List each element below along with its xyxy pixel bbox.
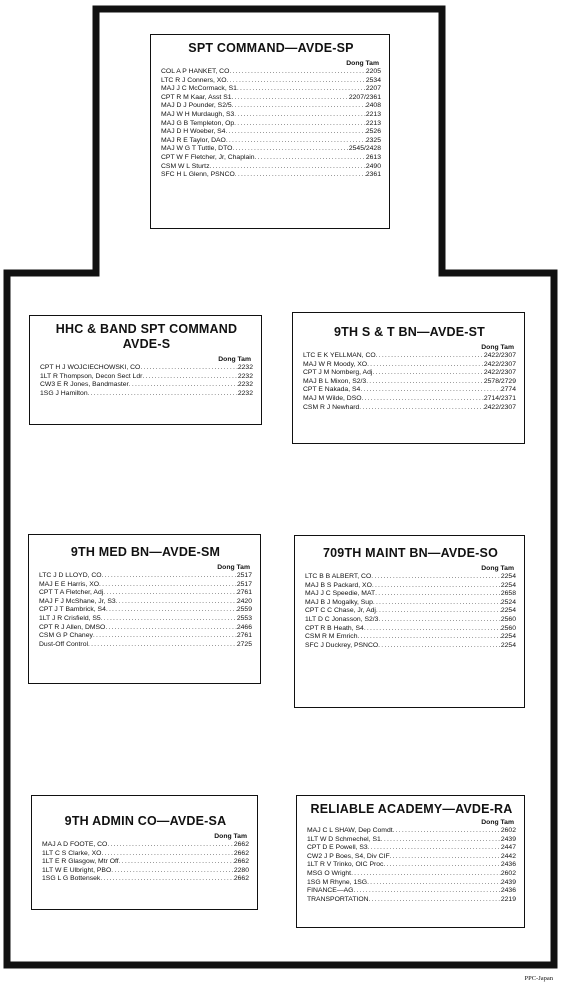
entry-phone: 2578/2729	[483, 377, 516, 385]
directory-entry	[303, 395, 516, 404]
directory-entry	[39, 598, 252, 607]
leader-dots	[366, 378, 484, 387]
directory-entry	[305, 599, 516, 608]
directory-entry	[39, 589, 252, 598]
entry-phone: 2714/2371	[483, 394, 516, 402]
leader-dots	[383, 861, 500, 870]
entry-phone: 2325	[365, 136, 381, 144]
leader-dots	[376, 607, 501, 616]
entry-phone: 2422/2307	[483, 352, 516, 359]
leader-dots	[99, 581, 237, 590]
leader-dots	[373, 599, 501, 608]
leader-dots	[106, 606, 237, 615]
leader-dots	[375, 590, 501, 599]
leader-dots	[119, 858, 234, 867]
entry-phone: 2436	[500, 861, 516, 869]
entry-name: LTC B B ALBERT, CO	[305, 573, 372, 580]
entry-phone: 2517	[236, 580, 252, 588]
entry-phone: 2254	[500, 607, 516, 615]
leader-dots	[88, 641, 237, 650]
section-title: 9TH MED BN—AVDE-SM	[70, 545, 221, 559]
entry-phone: 2232	[237, 372, 253, 380]
entry-name: MAJ G B Templeton, Op	[161, 119, 235, 127]
directory-entry	[39, 572, 252, 581]
entry-phone: 2602	[500, 827, 516, 834]
leader-dots	[381, 836, 501, 845]
entry-phone: 2205	[365, 68, 381, 75]
leader-dots	[367, 361, 484, 370]
directory-entry	[303, 386, 516, 395]
entry-phone: 2439	[500, 878, 516, 886]
leader-dots	[103, 589, 237, 598]
directory-entry	[161, 94, 381, 103]
directory-entry	[39, 581, 252, 590]
leader-dots	[237, 85, 366, 94]
column-header: Dong Tam	[346, 60, 379, 67]
directory-entry	[307, 870, 516, 879]
leader-dots	[209, 163, 365, 172]
leader-dots	[232, 94, 349, 103]
printer-credit: PPC-Japan	[524, 975, 553, 982]
leader-dots	[353, 887, 500, 896]
entry-name: Dust-Off Control	[39, 640, 88, 648]
leader-dots	[255, 154, 366, 163]
leader-dots	[364, 625, 501, 634]
entry-phone: 2207	[365, 85, 381, 93]
directory-entry	[40, 364, 253, 373]
entry-name: MAJ R E Taylor, DAO	[161, 136, 226, 144]
leader-dots	[371, 573, 501, 582]
directory-entry	[161, 85, 381, 94]
leader-dots	[107, 841, 234, 850]
entry-phone: 2658	[500, 590, 516, 598]
entry-name: MAJ E E Harris, XO	[39, 580, 100, 588]
directory-entry	[305, 573, 516, 582]
entry-phone: 2761	[236, 632, 252, 640]
directory-entry	[305, 616, 516, 625]
entry-name: SFC J Duckrey, PSNCO	[305, 641, 379, 649]
directory-entry	[307, 853, 516, 862]
entry-name: 1SG J Hamilton	[40, 389, 88, 397]
directory-entry	[161, 163, 381, 172]
leader-dots	[100, 875, 234, 884]
entry-name: MAJ W H Murdaugh, S3	[161, 110, 235, 118]
column-header: Dong Tam	[214, 833, 247, 840]
entry-name: 1LT R V Trinko, OIC Proc	[307, 861, 384, 869]
entry-name: CPT R M Kaar, Asst S1	[161, 93, 232, 101]
directory-entry	[303, 378, 516, 387]
entry-phone: 2442	[500, 852, 516, 860]
leader-dots	[93, 632, 237, 641]
entry-phone: 2254	[500, 633, 516, 641]
directory-entry	[42, 875, 249, 884]
directory-entry	[161, 111, 381, 120]
section-title: HHC & BAND SPT COMMAND AVDE-S	[55, 322, 238, 351]
column-header: Dong Tam	[481, 819, 514, 826]
directory-entry	[161, 77, 381, 86]
entry-phone: 2517	[236, 572, 252, 579]
entry-name: 1LT D C Jonasson, S2/3	[305, 615, 379, 623]
entry-phone: 2213	[365, 110, 381, 118]
section-title: 9TH S & T BN—AVDE-ST	[334, 325, 485, 339]
directory-entry	[40, 390, 253, 399]
column-header: Dong Tam	[218, 356, 251, 363]
entry-phone: 2560	[500, 615, 516, 623]
entry-name: 1LT E R Glasgow, Mtr Off	[42, 858, 119, 866]
directory-list	[161, 68, 381, 180]
maint-bn-box	[294, 535, 525, 708]
entry-name: 1LT J R Crisfield, S5	[39, 614, 101, 622]
directory-entry	[305, 607, 516, 616]
directory-entry	[307, 844, 516, 853]
entry-name: CPT E Nakada, S4	[303, 386, 361, 394]
directory-entry	[161, 171, 381, 180]
entry-name: 1LT C S Clarke, XO	[42, 849, 102, 857]
leader-dots	[140, 364, 238, 373]
section-title: 9TH ADMIN CO—AVDE-SA	[64, 814, 227, 828]
leader-dots	[88, 390, 238, 399]
leader-dots	[116, 598, 237, 607]
directory-list	[39, 572, 252, 649]
directory-entry	[42, 858, 249, 867]
directory-entry	[161, 102, 381, 111]
entry-name: CSM R J Newhard	[303, 403, 360, 411]
leader-dots	[142, 373, 237, 382]
entry-name: CSM R M Emrich	[305, 633, 358, 641]
entry-name: MSG O Wright	[307, 869, 352, 877]
entry-name: MAJ B J Mogalky, Sup	[305, 598, 373, 606]
directory-entry	[307, 879, 516, 888]
leader-dots	[351, 870, 501, 879]
leader-dots	[102, 572, 237, 581]
entry-phone: 2526	[365, 128, 381, 136]
entry-name: CPT J T Bambrick, S4	[39, 606, 106, 614]
entry-name: MAJ M Wilde, DSO	[303, 394, 362, 402]
entry-phone: 2553	[236, 614, 252, 622]
entry-phone: 2361	[365, 171, 381, 179]
leader-dots	[376, 352, 484, 361]
entry-name: CPT C C Chase, Jr, Adj	[305, 607, 376, 615]
reliable-academy-box	[296, 795, 525, 928]
st-bn-box	[292, 312, 525, 444]
directory-entry	[42, 867, 249, 876]
entry-phone: 2408	[365, 102, 381, 110]
leader-dots	[101, 850, 233, 859]
entry-phone: 2219	[500, 895, 516, 903]
entry-name: LTC R J Conners, XO	[161, 76, 227, 84]
entry-phone: 2213	[365, 119, 381, 127]
entry-name: TRANSPORTATION	[307, 895, 369, 903]
directory-entry	[39, 632, 252, 641]
entry-name: LTC J D LLOYD, CO	[39, 572, 102, 579]
leader-dots	[362, 395, 484, 404]
leader-dots	[105, 624, 237, 633]
directory-entry	[303, 361, 516, 370]
entry-phone: 2207/2361	[348, 93, 381, 101]
section-title: 709TH MAINT BN—AVDE-SO	[322, 546, 499, 560]
directory-entry	[303, 352, 516, 361]
entry-name: MAJ A D FOOTE, CO	[42, 841, 108, 848]
entry-name: 1SG M Rhyne, 1SG	[307, 878, 368, 886]
directory-entry	[42, 850, 249, 859]
entry-name: 1LT R Thompson, Decon Sect Ldr	[40, 372, 143, 380]
entry-name: 1LT W E Ulbright, PBO	[42, 866, 112, 874]
entry-name: MAJ C L SHAW, Dep Comdt	[307, 827, 393, 834]
entry-phone: 2725	[236, 640, 252, 648]
entry-phone: 2447	[500, 844, 516, 852]
leader-dots	[378, 616, 500, 625]
entry-name: CW3 E R Jones, Bandmaster	[40, 381, 129, 389]
leader-dots	[129, 381, 238, 390]
leader-dots	[226, 137, 366, 146]
leader-dots	[111, 867, 234, 876]
entry-phone: 2524	[500, 598, 516, 606]
directory-entry	[161, 68, 381, 77]
entry-phone: 2559	[236, 606, 252, 614]
directory-entry	[161, 154, 381, 163]
directory-entry	[161, 145, 381, 154]
directory-entry	[305, 625, 516, 634]
directory-list	[307, 827, 516, 904]
entry-name: MAJ J C McCormack, S1	[161, 85, 237, 93]
entry-phone: 2436	[500, 887, 516, 895]
section-title: SPT COMMAND—AVDE-SP	[188, 41, 354, 55]
directory-entry	[161, 128, 381, 137]
directory-entry	[39, 606, 252, 615]
directory-entry	[39, 624, 252, 633]
entry-name: CSM G P Chaney	[39, 632, 93, 640]
entry-name: 1LT W D Schmechel, S1	[307, 835, 381, 843]
entry-phone: 2490	[365, 162, 381, 170]
entry-phone: 2439	[500, 835, 516, 843]
directory-entry	[307, 861, 516, 870]
leader-dots	[367, 879, 501, 888]
directory-entry	[305, 590, 516, 599]
directory-entry	[305, 642, 516, 651]
entry-name: CPT J M Nomberg, Adj	[303, 369, 373, 377]
entry-name: MAJ F J McShane, Jr, S3	[39, 597, 116, 605]
entry-name: CPT W F Fletcher, Jr, Chaplain	[161, 153, 255, 161]
entry-name: CPT T A Fletcher, Adj	[39, 589, 104, 597]
entry-name: FINANCE—AG	[307, 887, 354, 895]
entry-phone: 2761	[236, 589, 252, 597]
entry-name: MAJ B L Mixon, S2/3	[303, 377, 367, 385]
directory-entry	[307, 836, 516, 845]
entry-name: MAJ W G T Tuttle, DTO	[161, 145, 233, 153]
entry-name: LTC E K YELLMAN, CO	[303, 352, 376, 359]
leader-dots	[232, 145, 348, 154]
entry-phone: 2422/2307	[483, 369, 516, 377]
section-title: RELIABLE ACADEMY—AVDE-RA	[310, 802, 513, 816]
hhc-band-box	[29, 315, 262, 425]
entry-phone: 2662	[233, 858, 249, 866]
entry-name: 1SG L G Bottensek	[42, 875, 101, 883]
entry-name: CPT R J Allen, DMSO	[39, 623, 106, 631]
directory-entry	[40, 381, 253, 390]
directory-list	[305, 573, 516, 650]
leader-dots	[227, 77, 366, 86]
entry-phone: 2602	[500, 869, 516, 877]
directory-list	[42, 841, 249, 884]
leader-dots	[229, 68, 366, 77]
entry-phone: 2280	[233, 866, 249, 874]
leader-dots	[235, 171, 366, 180]
leader-dots	[234, 120, 366, 129]
leader-dots	[372, 582, 501, 591]
directory-entry	[307, 887, 516, 896]
entry-phone: 2774	[500, 386, 516, 394]
directory-list	[40, 364, 253, 398]
entry-name: COL A P HANKET, CO	[161, 68, 230, 75]
entry-phone: 2254	[500, 581, 516, 589]
entry-name: MAJ D J Pounder, S2/5	[161, 102, 232, 110]
entry-phone: 2662	[233, 849, 249, 857]
leader-dots	[390, 853, 501, 862]
entry-name: MAJ B S Packard, XO	[305, 581, 372, 589]
entry-name: SFC H L Glenn, PSNCO	[161, 171, 235, 179]
med-bn-box	[28, 534, 261, 684]
entry-name: MAJ W R Moody, XO	[303, 360, 368, 368]
leader-dots	[232, 102, 366, 111]
entry-phone: 2545/2428	[348, 145, 381, 153]
entry-phone: 2422/2307	[483, 403, 516, 411]
leader-dots	[360, 386, 501, 395]
entry-name: CPT R B Heath, S4	[305, 624, 364, 632]
entry-phone: 2254	[500, 641, 516, 649]
directory-entry	[305, 633, 516, 642]
entry-phone: 2534	[365, 76, 381, 84]
admin-co-box	[31, 795, 258, 910]
column-header: Dong Tam	[481, 344, 514, 351]
entry-phone: 2560	[500, 624, 516, 632]
entry-phone: 2662	[233, 875, 249, 883]
entry-phone: 2422/2307	[483, 360, 516, 368]
directory-entry	[307, 827, 516, 836]
leader-dots	[358, 633, 501, 642]
directory-entry	[39, 615, 252, 624]
entry-name: CPT H J WOJCIECHOWSKI, CO	[40, 364, 141, 371]
leader-dots	[378, 642, 501, 651]
spt-command-box	[150, 34, 390, 229]
entry-phone: 2254	[500, 573, 516, 580]
entry-phone: 2466	[236, 623, 252, 631]
column-header: Dong Tam	[217, 564, 250, 571]
directory-entry	[303, 404, 516, 413]
directory-entry	[303, 369, 516, 378]
leader-dots	[393, 827, 501, 836]
entry-phone: 2613	[365, 153, 381, 161]
directory-list	[303, 352, 516, 412]
directory-entry	[40, 373, 253, 382]
entry-name: CW2 J P Boes, S4, Div CIF	[307, 852, 390, 860]
leader-dots	[368, 844, 501, 853]
leader-dots	[372, 369, 483, 378]
entry-name: CSM W L Sturtz	[161, 162, 210, 170]
entry-phone: 2232	[237, 364, 253, 371]
column-header: Dong Tam	[481, 565, 514, 572]
leader-dots	[369, 896, 501, 905]
entry-name: MAJ D H Woeber, S4	[161, 128, 226, 136]
leader-dots	[101, 615, 237, 624]
directory-entry	[161, 137, 381, 146]
entry-name: MAJ J C Speedie, MAT	[305, 590, 376, 598]
directory-entry	[39, 641, 252, 650]
entry-phone: 2232	[237, 389, 253, 397]
entry-name: CPT D E Powell, S3	[307, 844, 368, 852]
leader-dots	[359, 404, 484, 413]
leader-dots	[234, 111, 366, 120]
directory-entry	[161, 120, 381, 129]
directory-entry	[307, 896, 516, 905]
directory-entry	[305, 582, 516, 591]
entry-phone: 2232	[237, 381, 253, 389]
leader-dots	[225, 128, 365, 137]
entry-phone: 2420	[236, 597, 252, 605]
entry-phone: 2662	[233, 841, 249, 848]
directory-entry	[42, 841, 249, 850]
